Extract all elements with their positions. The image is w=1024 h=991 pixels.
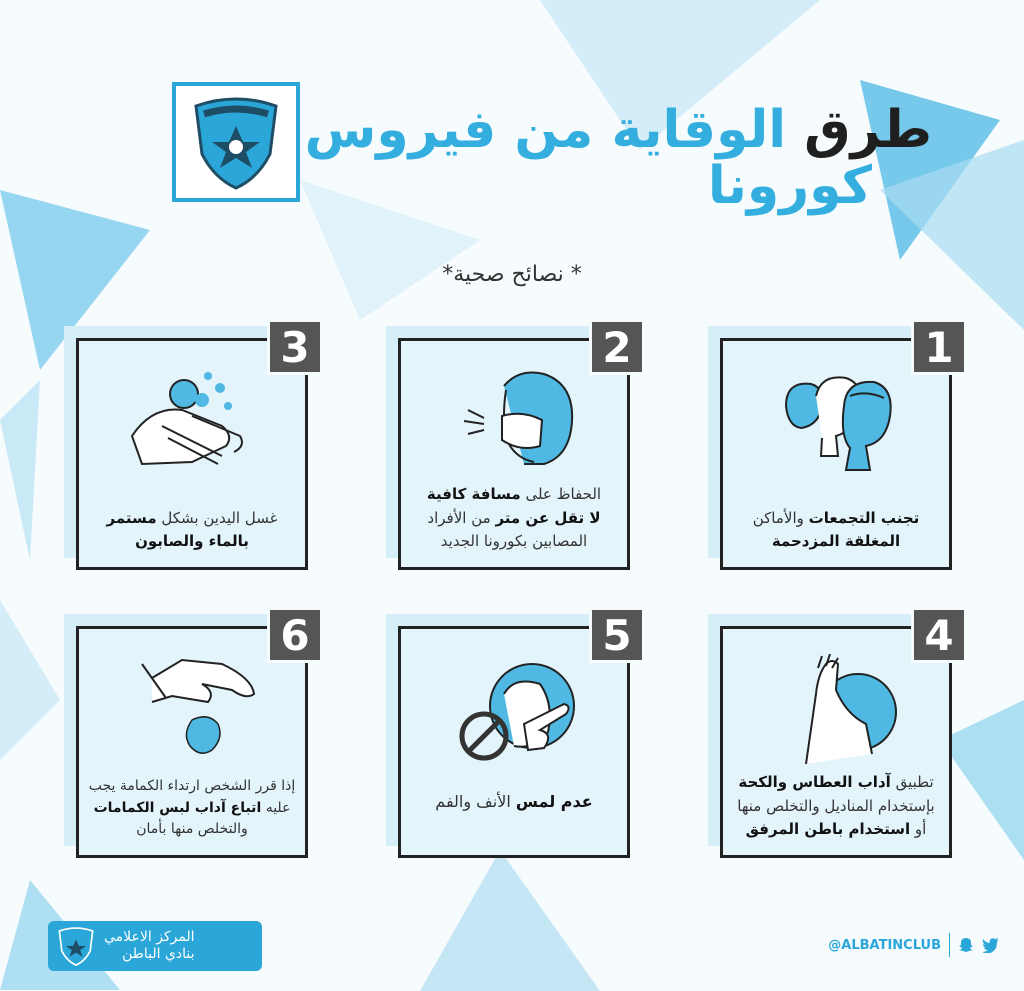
card-number: 3 xyxy=(267,319,323,375)
card-text: تجنب التجمعات والأماكن المغلقة المزدحمة xyxy=(752,508,920,550)
title-word-blue: الوقاية من فيروس xyxy=(304,100,787,160)
card-number: 5 xyxy=(589,607,645,663)
shield-logo-icon xyxy=(188,94,284,190)
twitter-icon[interactable] xyxy=(982,938,1000,953)
social-handles xyxy=(828,933,1000,957)
snapchat-icon[interactable] xyxy=(958,937,974,953)
card-text: إذا قرر الشخص ارتداء الكمامة يجب عليه اتباع آداب لبس الكمامات والتخلص منها بأمان xyxy=(88,777,296,838)
card-text: عدم لمس الأنف والفم xyxy=(435,792,593,812)
shield-logo-icon xyxy=(56,926,96,966)
card-text: الحفاظ على مسافة كافية لا تقل عن متر من الأفراد المصابين بكورونا الجديد xyxy=(426,485,602,550)
club-logo xyxy=(172,82,300,202)
handle-text[interactable]: @ALBATINCLUB xyxy=(828,937,941,953)
card-text: تطبيق آداب العطاس والكحة بإستخدام المناديل والتخلص منها أو استخدام باطن المرفق xyxy=(737,773,935,838)
cough-elbow-icon xyxy=(766,654,906,764)
card-number: 4 xyxy=(911,607,967,663)
hand-wash-icon xyxy=(122,366,262,476)
title-word-dark: طرق xyxy=(804,100,932,160)
tip-card-6 xyxy=(76,610,310,858)
tip-card-5 xyxy=(398,610,632,858)
divider xyxy=(949,933,950,957)
mask-disposal-icon xyxy=(122,654,262,764)
tip-card-2 xyxy=(398,322,632,570)
media-center-badge xyxy=(48,921,262,971)
card-number: 1 xyxy=(911,319,967,375)
no-face-touch-icon xyxy=(444,654,584,764)
tip-card-3 xyxy=(76,322,310,570)
card-text: غسل اليدين بشكل مستمر بالماء والصابون xyxy=(106,508,278,550)
people-crowd-icon xyxy=(766,366,906,476)
page-title xyxy=(304,100,932,216)
card-number: 2 xyxy=(589,319,645,375)
footer-line2: بنادي الباطن xyxy=(122,946,195,962)
tip-card-4 xyxy=(720,610,954,858)
footer-line1: المركز الاعلامي xyxy=(104,928,195,945)
tip-card-1 xyxy=(720,322,954,570)
card-number: 6 xyxy=(267,607,323,663)
face-mask-icon xyxy=(444,366,584,476)
subtitle: * نصائح صحية* xyxy=(442,262,582,287)
title-line2: كورونا xyxy=(707,156,872,216)
